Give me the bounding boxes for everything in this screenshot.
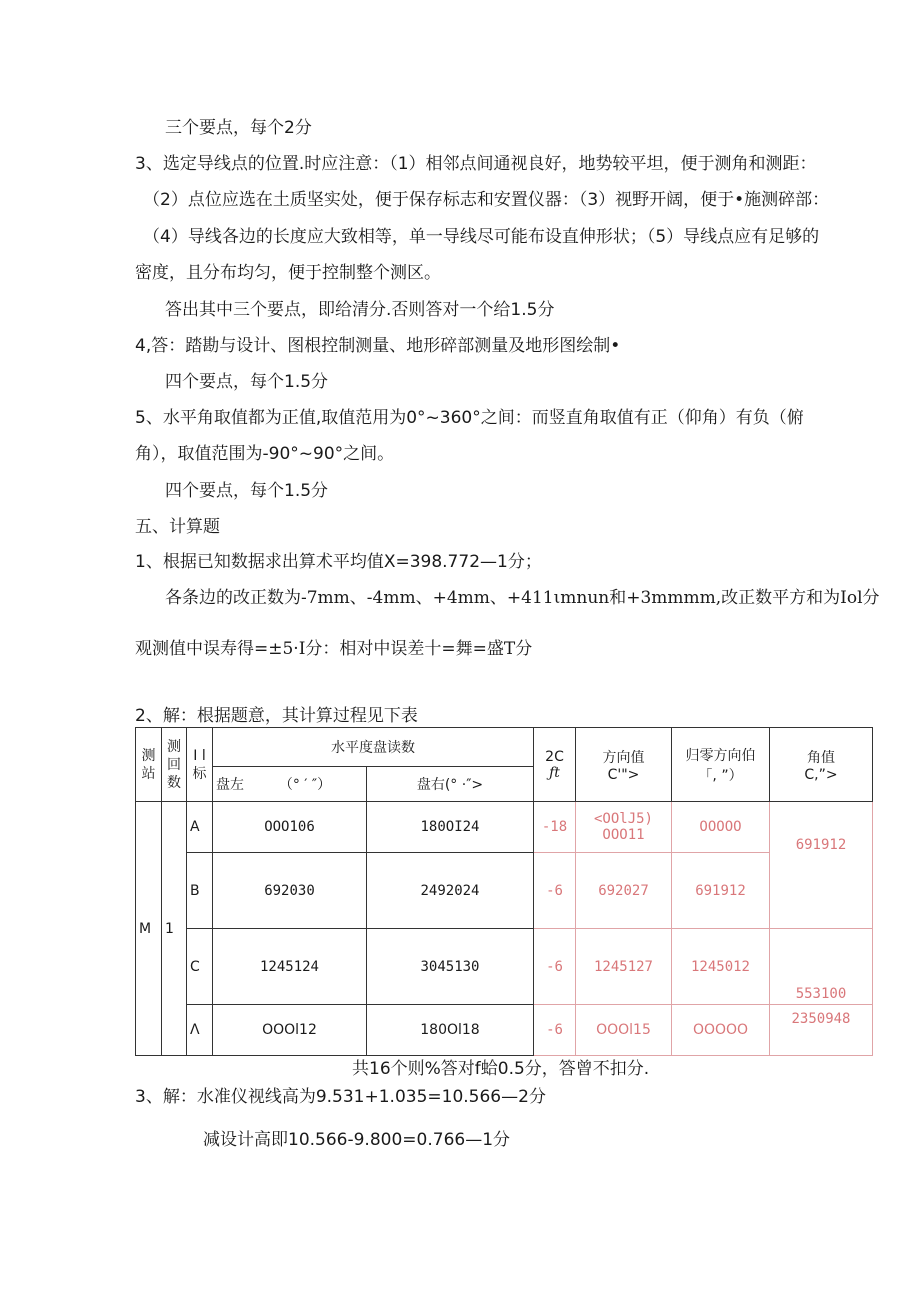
header-target: I l 标 <box>187 728 213 802</box>
table-row <box>136 1005 873 1056</box>
header-left-face: 盘左 （° ′ ″） <box>213 767 367 802</box>
header-direction-title: 方向值 <box>602 749 645 766</box>
2c-value: -6 <box>534 929 576 1005</box>
direction-value: OOOl15 <box>576 1005 672 1056</box>
text-line-5: 密度，且分布均匀，便于控制整个测区。 <box>135 263 441 283</box>
header-direction-unit: C'"> <box>607 766 640 783</box>
right-reading: 180OI24 <box>367 802 534 853</box>
table-row <box>136 802 873 853</box>
header-angle-unit: C,”> <box>804 766 838 783</box>
target-cell: B <box>187 853 213 929</box>
header-right-face: 盘右(° ·″> <box>367 767 534 802</box>
angle-value-1: 691912 <box>770 802 873 929</box>
text-line-10: 角），取值范围为-90°~90°之间。 <box>135 444 395 464</box>
right-reading: 2492024 <box>367 853 534 929</box>
text-line-11: 四个要点，每个1.5分 <box>165 481 329 501</box>
text-line-3: （2）点位应选在土质坚实处，便于保存标志和安置仪器：（3）视野开阔，便于•施测碎部： <box>143 190 830 210</box>
text-line-4: （4）导线各边的长度应大致相等，单一导线尽可能布设直伸形状；（5）导线点应有足够的 <box>143 227 820 247</box>
direction-value: <OOlJ5) OOO11 <box>576 802 672 853</box>
left-reading: OOO106 <box>213 802 367 853</box>
header-horizontal-reading: 水平度盘读数 <box>213 728 534 767</box>
header-zero-direction <box>672 728 770 802</box>
left-reading: 1245124 <box>213 929 367 1005</box>
direction-value: 692027 <box>576 853 672 929</box>
header-2c <box>534 728 576 802</box>
table-row <box>136 853 873 929</box>
header-zero-unit: 「, ”） <box>698 767 743 784</box>
text-line-15: 观测值中误寿得=±5·I分：相对中误差十=舞=盛T分 <box>135 639 533 659</box>
2c-value: -6 <box>534 1005 576 1056</box>
header-2c-bottom: ƒt <box>549 764 560 781</box>
text-line-2: 3、选定导线点的位置.时应注意：（1）相邻点间通视良好，地势较平坦，便于测角和测距： <box>135 154 817 174</box>
target-cell: Λ <box>187 1005 213 1056</box>
text-line-6: 答出其中三个要点，即给清分.否则答对一个给1.5分 <box>165 300 555 320</box>
header-2c-top: 2C <box>545 748 564 765</box>
round-cell: 1 <box>162 802 187 1056</box>
station-cell: M <box>136 802 162 1056</box>
header-angle-title: 角值 <box>807 749 835 766</box>
zero-direction-value: OOOOO <box>672 1005 770 1056</box>
text-line-19: 减设计高即10.566-9.800=0.766—1分 <box>203 1130 511 1150</box>
text-line-8: 四个要点，每个1.5分 <box>165 372 329 392</box>
angle-value-3: 2350948 <box>770 1005 873 1056</box>
header-direction <box>576 728 672 802</box>
left-reading: 692030 <box>213 853 367 929</box>
text-line-14: 各条边的改正数为-7mm、-4mm、+4mm、+411ιmnun和+3mmmm,改正数平方和为Iol分 <box>165 588 880 608</box>
table-row <box>136 929 873 1005</box>
text-line-18: 3、解：水准仪视线高为9.531+1.035=10.566—2分 <box>135 1087 546 1107</box>
header-round: 测回数 <box>162 728 187 802</box>
right-reading: 180Ol18 <box>367 1005 534 1056</box>
left-reading: OOOl12 <box>213 1005 367 1056</box>
text-line-9: 5、水平角取值都为正值,取值范用为0°~360°之间：而竖直角取值有正（仰角）有负（俯 <box>135 408 804 428</box>
text-line-16: 2、解：根据题意，其计算过程见下表 <box>135 706 418 726</box>
right-reading: 3045130 <box>367 929 534 1005</box>
angle-value-2: 553100 <box>770 929 873 1005</box>
section-title-calc: 五、计算题 <box>135 517 220 537</box>
zero-direction-value: OOOOO <box>672 802 770 853</box>
header-station: 测站 <box>136 728 162 802</box>
text-line-7: 4,答：踏勘与设计、图根控制测量、地形碎部测量及地形图绘制• <box>135 336 621 356</box>
2c-value: -18 <box>534 802 576 853</box>
survey-table <box>135 727 873 1056</box>
text-line-17: 共16个则%答对f蛤0.5分，答曾不扣分. <box>352 1059 650 1079</box>
text-line-1: 三个要点，每个2分 <box>165 118 312 138</box>
zero-direction-value: 691912 <box>672 853 770 929</box>
target-cell: C <box>187 929 213 1005</box>
zero-direction-value: 1245012 <box>672 929 770 1005</box>
target-cell: A <box>187 802 213 853</box>
direction-value: 1245127 <box>576 929 672 1005</box>
text-line-13: 1、根据已知数据求出算术平均值X=398.772—1分； <box>135 552 542 572</box>
header-zero-title: 归零方向伯 <box>685 747 756 764</box>
header-angle <box>770 728 873 802</box>
2c-value: -6 <box>534 853 576 929</box>
